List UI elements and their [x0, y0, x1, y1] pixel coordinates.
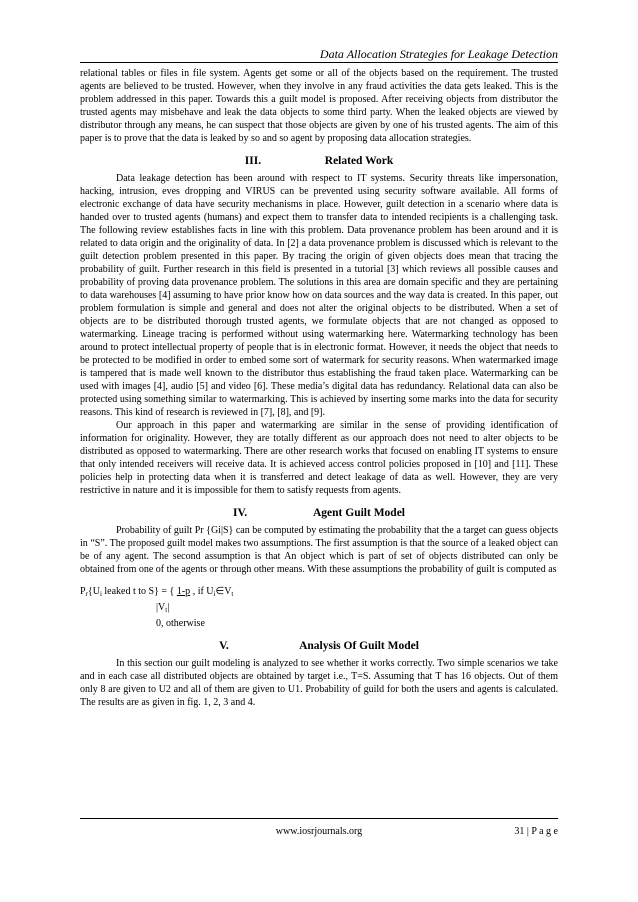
page-body: [80, 67, 558, 709]
formula-line-3: [80, 617, 558, 630]
section-title: Agent Guilt Model: [313, 507, 405, 519]
section-title: Analysis Of Guilt Model: [299, 640, 419, 652]
agent-guilt-paragraph: Probability of guilt Pr {Gi|S} can be computed by estimating the probability that the a target can guess objects in “S”. The proposed guilt model makes two assumptions. The first assumption is that the source of a leaked object can be of any agent. The second assumption is that An object which is part of set of objects distributed can only be obtained from one of the agents or through other means. With these assumptions the probability of guilt is computed as: [80, 525, 558, 575]
guilt-probability-formula: [80, 585, 558, 630]
page-footer: [80, 818, 558, 840]
related-work-paragraph-1: Data leakage detection has been around with respect to IT systems. Security threats like impersonation, hacking, intrusion, eves dropping and VIRUS can be prevented using security software available. All forms of electronic exchange of data have security mechanisms in place. However, guilt detection in a scenario where data is handed over to trusted agents (humans) and expect them to transfer data to intended recipients is a challenging task. The following review establishes facts in line with this problem. Data provenance problem has been around and it is related to data origin and the originality of data. In [2] a data provenance problem is discussed which is relevant to the guilt detection problem presented in this paper. By tracing the origin of given objects does mean that tracing the probability of guilt. Further research in this field is presented in a tutorial [3] which reviews all possible causes and probability of proving data provenance problem. The solutions in this area are domain specific and they are pertaining to data warehouses [4] assuming to have prior know how on data sources and the way data is created. In this paper, out problem formulation is simple and general and does not alter the original objects to be distributed. When a set of objects are to be distributed thorough trusted agents, we formulate objects that are not changed as opposed to watermarking. Lineage tracing is performed without using watermarking here. Watermarking technology has been around to protect intellectual property of people that is in electronic format. However, it needs the object that needs to be protected to be modified in order to embed some sort of watermark for security reasons. When watermarked image is tampered that is made well known to the distributor thus establishing the fraud taken place. Watermarking can be used with images [4], audio [5] and video [6]. These media’s digital data has redundancy. Relational data can also be protected using something similar to watermarking. This is achieved by inserting some marks into the data for security reasons. This kind of research is reviewed in [7], [8], and [9].: [80, 173, 558, 418]
section-title: Related Work: [324, 155, 394, 167]
section-number: V.: [219, 640, 229, 652]
footer-rule: [80, 818, 558, 819]
formula-denominator: $|V_t|$: [156, 602, 170, 614]
section-number: IV.: [233, 507, 248, 519]
formula-line-2: [80, 601, 558, 617]
formula-numerator: 1-p: [176, 586, 191, 597]
section-heading-agent-guilt-model: [80, 507, 558, 520]
footer-page-number: 31 | P a g e: [514, 826, 558, 837]
section-number: III.: [244, 155, 262, 167]
section-heading-related-work: [80, 155, 558, 168]
running-header: [80, 45, 558, 63]
header-rule: [80, 62, 558, 63]
formula-line-1: $P_r\{U_i$ leaked t to S} = { 1-p , if $U_i\in V_t$: [80, 586, 234, 598]
analysis-paragraph: In this section our guilt modeling is analyzed to see whether it works correctly. Two simple scenarios we take and in each case all distributed objects are obtained by target i.e., T=S. Assuming that T has 16 objects. Out of them only 8 are given to U2 and all of them are given to U1. Probability of guild for both the users and agents is calculated. The results are as given in fig. 1, 2, 3 and 4.: [80, 658, 558, 708]
section-heading-analysis: [80, 640, 558, 653]
footer-website: www.iosrjournals.org: [275, 826, 363, 837]
intro-paragraph: relational tables or files in file system. Agents get some or all of the objects based on the requirement. The trusted agents are believed to be trusted. However, when they involve in any fraud activities the data gets leaked. This is the problem addressed in this paper. Towards this a guilt model is proposed. After receiving objects from distributor the trusted agents may misbehave and leak the data objects to some third party. When the leaked objects are viewed by distributor through any means, he can suspect that those objects are given by one of his trusted agents. The aim of this paper is to prove that the data is leaked by so and so agent by proposing data allocation strategies.: [80, 68, 558, 144]
related-work-paragraph-2: Our approach in this paper and watermarking are similar in the sense of providing identification of information for originality. However, they are totally different as our approach does not need to alter objects to be distributed as opposed to watermarking. There are other research works that focused on enabling IT systems to ensure that only intended receivers will receive data. It is achieved access control policies proposed in [10] and [11]. These policies help in protecting data when it is transferred and detect leakage of data as well. However, they are very restrictive in nature and it is impossible for them to satisfy requests from agents.: [80, 420, 558, 496]
running-header-title: Data Allocation Strategies for Leakage Detection: [319, 47, 558, 61]
formula-otherwise: 0, otherwise: [156, 618, 205, 629]
